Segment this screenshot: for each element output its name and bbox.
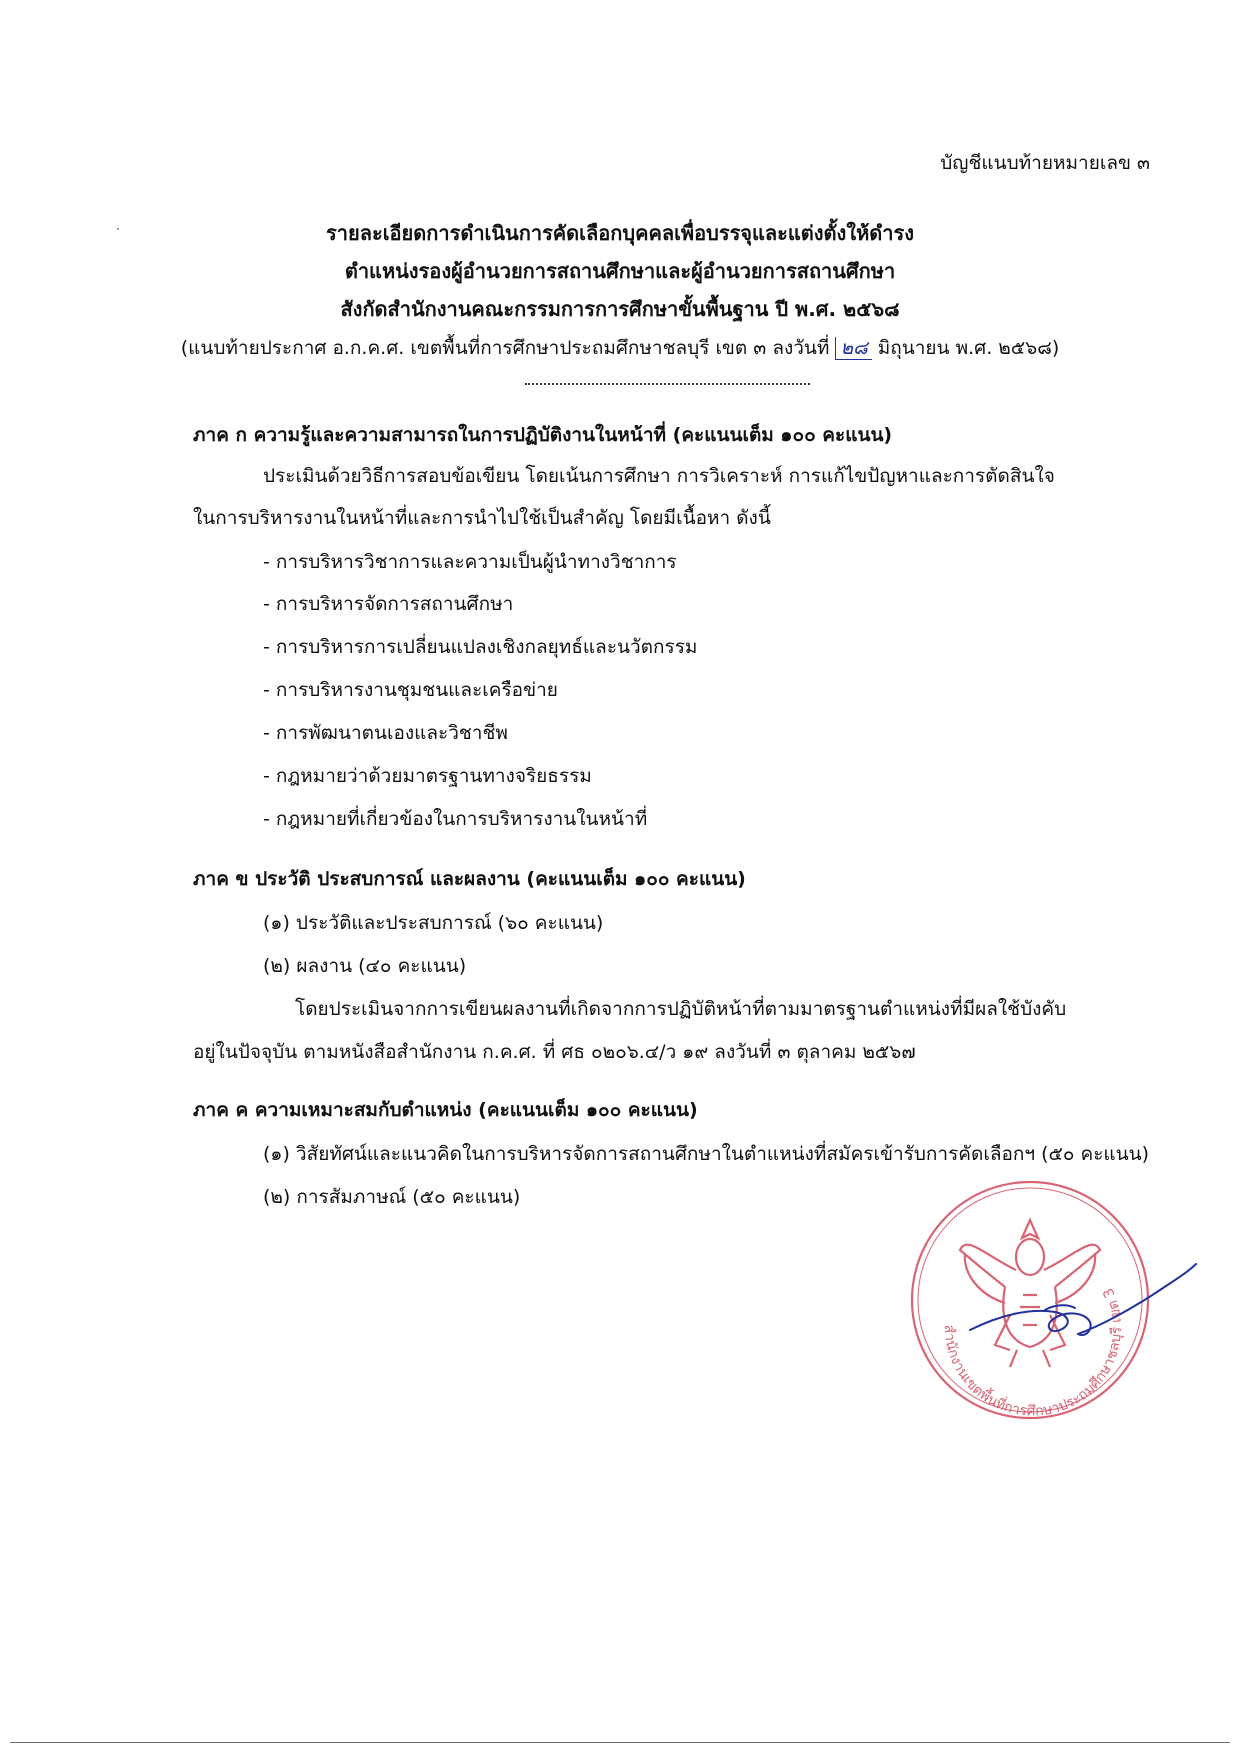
part-a-item: - การบริหารการเปลี่ยนแปลงเชิงกลยุทธ์และนวัตกรรม	[263, 636, 698, 658]
part-a-heading: ภาค ก ความรู้และความสามารถในการปฏิบัติงานในหน้าที่ (คะแนนเต็ม ๑๐๐ คะแนน)	[193, 424, 893, 446]
part-a-item: - กฎหมายที่เกี่ยวข้องในการบริหารงานในหน้าที่	[263, 808, 648, 830]
document-title-line-2: ตำแหน่งรองผู้อำนวยการสถานศึกษาและผู้อำนวยการสถานศึกษา	[344, 259, 896, 283]
annex-reference	[0, 333, 1240, 363]
annex-suffix: มิถุนายน พ.ศ. ๒๕๖๘)	[877, 337, 1060, 359]
document-title-line-1: รายละเอียดการดำเนินการคัดเลือกบุคคลเพื่อบรรจุและแต่งตั้งให้ดำรง	[326, 221, 914, 245]
part-a-item: - การบริหารวิชาการและความเป็นผู้นำทางวิชาการ	[263, 551, 677, 573]
part-c-heading: ภาค ค ความเหมาะสมกับตำแหน่ง (คะแนนเต็ม ๑๐๐ คะแนน)	[193, 1099, 698, 1121]
handwritten-signature	[960, 1260, 1200, 1360]
part-b-description-line-2: อยู่ในปัจจุบัน ตามหนังสือสำนักงาน ก.ค.ศ. ที่ ศธ ๐๒๐๖.๔/ว ๑๙ ลงวันที่ ๓ ตุลาคม ๒๕๖๗	[193, 1041, 916, 1063]
document-title-line-3: สังกัดสำนักงานคณะกรรมการการศึกษาขั้นพื้นฐาน ปี พ.ศ. ๒๕๖๘	[340, 297, 900, 321]
part-c-item-2: (๒) การสัมภาษณ์ (๕๐ คะแนน)	[263, 1186, 521, 1208]
part-a-item: - การบริหารงานชุมชนและเครือข่าย	[263, 679, 558, 701]
attachment-label: บัญชีแนบท้ายหมายเลข ๓	[940, 152, 1150, 174]
part-a-item: - การบริหารจัดการสถานศึกษา	[263, 593, 514, 615]
part-b-heading: ภาค ข ประวัติ ประสบการณ์ และผลงาน (คะแนนเต็ม ๑๐๐ คะแนน)	[193, 868, 746, 890]
part-c-item-1: (๑) วิสัยทัศน์และแนวคิดในการบริหารจัดการสถานศึกษาในตำแหน่งที่สมัครเข้ารับการคัดเลือกฯ (๕๐ คะแนน)	[263, 1143, 1150, 1165]
annex-prefix: (แนบท้ายประกาศ อ.ก.ค.ศ. เขตพื้นที่การศึกษาประถมศึกษาชลบุรี เขต ๓ ลงวันที่	[180, 337, 830, 359]
part-a-intro-line-2: ในการบริหารงานในหน้าที่และการนำไปใช้เป็นสำคัญ โดยมีเนื้อหา ดังนี้	[193, 507, 771, 529]
part-b-description-line-1: โดยประเมินจากการเขียนผลงานที่เกิดจากการปฏิบัติหน้าที่ตามมาตรฐานตำแหน่งที่มีผลใช้บังคับ	[295, 998, 1067, 1020]
dotted-separator	[525, 383, 810, 385]
part-a-item: - การพัฒนาตนเองและวิชาชีพ	[263, 722, 508, 744]
handwritten-day: ๒๘	[835, 337, 871, 360]
part-b-item-2: (๒) ผลงาน (๔๐ คะแนน)	[263, 955, 467, 977]
scan-edge-line	[10, 1742, 1230, 1743]
part-b-item-1: (๑) ประวัติและประสบการณ์ (๖๐ คะแนน)	[263, 912, 604, 934]
part-a-intro-line-1: ประเมินด้วยวิธีการสอบข้อเขียน โดยเน้นการศึกษา การวิเคราะห์ การแก้ไขปัญหาและการตัดสินใจ	[263, 465, 1055, 487]
part-a-item: - กฎหมายว่าด้วยมาตรฐานทางจริยธรรม	[263, 765, 592, 787]
seal-inscription: สำนักงานเขตพื้นที่การศึกษาประถมศึกษาชลบุรี เขต 3	[940, 1285, 1126, 1420]
